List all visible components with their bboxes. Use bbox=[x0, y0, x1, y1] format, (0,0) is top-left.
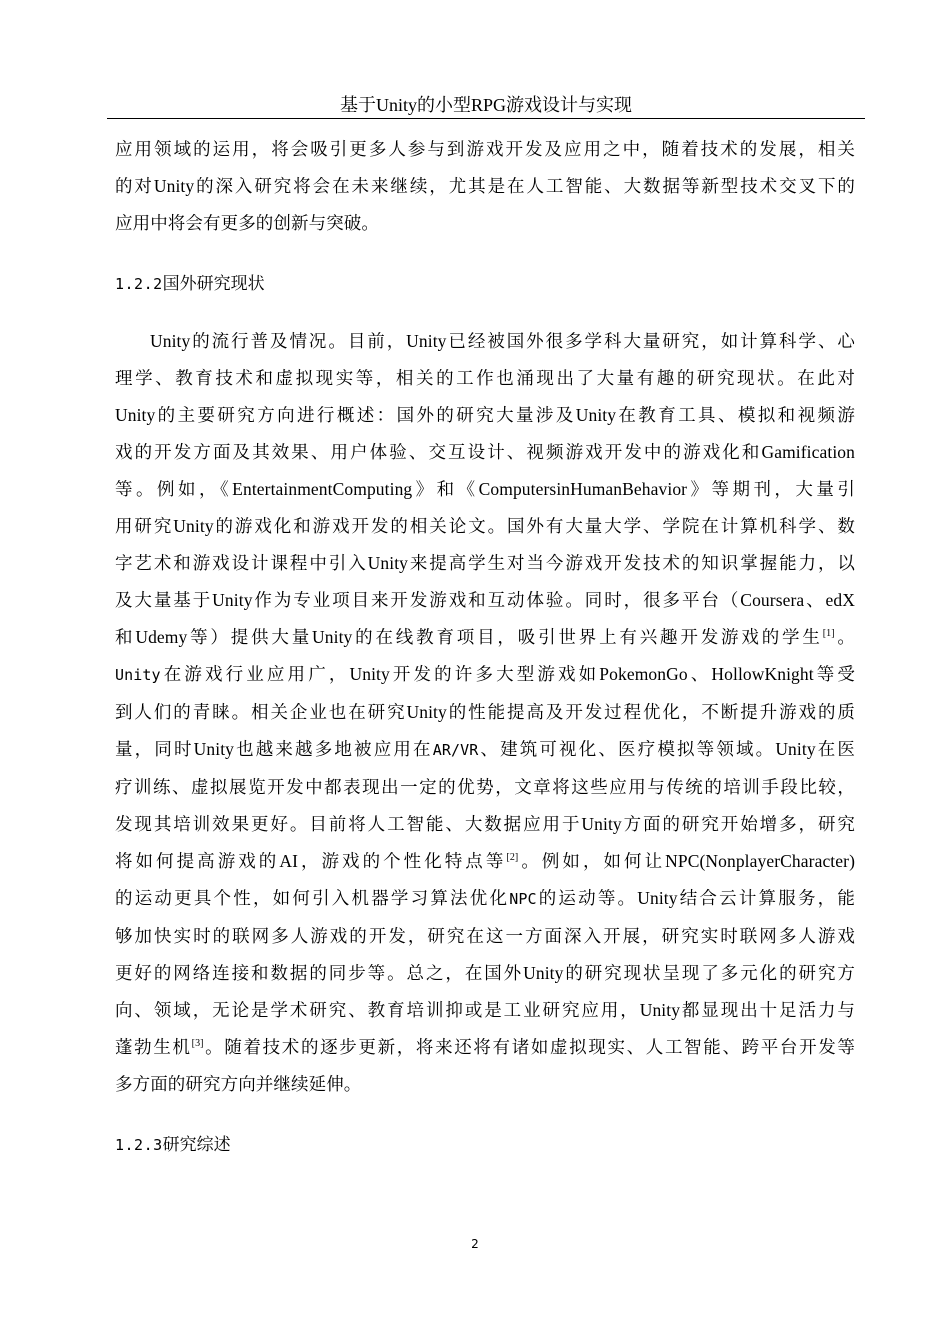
text-line: 的对Unity的深入研究将会在未来继续，尤其是在人工智能、大数据等新型技术交叉下的 bbox=[115, 176, 855, 196]
citation-2: [2] bbox=[506, 852, 519, 863]
section-heading-1-2-3 bbox=[115, 1132, 231, 1158]
text-line bbox=[115, 731, 855, 769]
header-title: 基于Unity的小型RPG游戏设计与实现 bbox=[339, 95, 632, 115]
text-run: 的运动更具个性，如何引入机器学习算法优化 bbox=[115, 888, 510, 908]
text-line: 应用领域的运用，将会吸引更多人参与到游戏开发及应用之中，随着技术的发展，相关 bbox=[115, 139, 855, 159]
intro-paragraph bbox=[115, 131, 855, 242]
text-line: 更好的网络连接和数据的同步等。总之，在国外Unity的研究现状呈现了多元化的研究方 bbox=[115, 963, 855, 983]
text-line bbox=[115, 1029, 855, 1066]
text-line: Unity的主要研究方向进行概述：国外的研究大量涉及Unity在教育工具、模拟和视频游 bbox=[115, 405, 855, 425]
text-line bbox=[115, 656, 855, 694]
text-run: 和Udemy等）提供大量Unity的在线教育项目，吸引世界上有兴趣开发游戏的学生 bbox=[115, 627, 823, 647]
text-line: 字艺术和游戏设计课程中引入Unity来提高学生对当今游戏开发技术的知识掌握能力，以 bbox=[115, 553, 855, 573]
text-line: 戏的开发方面及其效果、用户体验、交互设计、视频游戏开发中的游戏化和Gamification bbox=[115, 442, 855, 462]
section-number: 1.2.2 bbox=[115, 275, 163, 293]
section-heading-1-2-2 bbox=[115, 271, 265, 297]
text-run: 。 bbox=[834, 627, 855, 647]
text-line: 多方面的研究方向并继续延伸。 bbox=[115, 1074, 362, 1094]
text-run: 蓬勃生机 bbox=[115, 1037, 192, 1057]
text-run-mono: AR/VR bbox=[432, 741, 479, 759]
citation-1: [1] bbox=[822, 628, 835, 639]
text-line: 向、领域，无论是学术研究、教育培训抑或是工业研究应用，Unity都显现出十足活力与 bbox=[115, 1000, 855, 1020]
text-line bbox=[115, 843, 855, 880]
text-run: 、建筑可视化、医疗模拟等领域。Unity在医 bbox=[478, 739, 856, 759]
text-run: 。例如，如何让NPC(NonplayerCharacter) bbox=[518, 851, 855, 871]
main-paragraph bbox=[115, 323, 855, 1103]
text-line bbox=[115, 880, 855, 918]
text-run: 。随着技术的逐步更新，将来还将有诸如虚拟现实、人工智能、跨平台开发等 bbox=[203, 1037, 855, 1057]
text-line bbox=[115, 619, 855, 656]
text-line: 理学、教育技术和虚拟现实等，相关的工作也涌现出了大量有趣的研究现状。在此对 bbox=[115, 368, 855, 388]
text-run: 将如何提高游戏的AI，游戏的个性化特点等 bbox=[115, 851, 507, 871]
section-title: 研究综述 bbox=[162, 1135, 231, 1154]
text-line: 等。例如，《EntertainmentComputing》和《ComputersinHumanBehavior》等期刊，大量引 bbox=[115, 479, 855, 499]
page-number: 2 bbox=[471, 1237, 479, 1251]
citation-3: [3] bbox=[191, 1038, 204, 1049]
text-run-mono: Unity bbox=[115, 666, 161, 684]
text-line: 够加快实时的联网多人游戏的开发，研究在这一方面深入开展，研究实时联网多人游戏 bbox=[115, 926, 855, 946]
text-run: 在游戏行业应用广，Unity开发的许多大型游戏如PokemonGo、HollowKnight等受 bbox=[160, 664, 855, 684]
section-title: 国外研究现状 bbox=[162, 274, 265, 293]
text-line: 发现其培训效果更好。目前将人工智能、大数据应用于Unity方面的研究开始增多，研究 bbox=[115, 814, 855, 834]
text-run-mono: NPC bbox=[509, 890, 537, 908]
page-header bbox=[107, 92, 865, 119]
text-line: 用研究Unity的游戏化和游戏开发的相关论文。国外有大量大学、学院在计算机科学、数 bbox=[115, 516, 855, 536]
text-line: 疗训练、虚拟展览开发中都表现出一定的优势，文章将这些应用与传统的培训手段比较， bbox=[115, 777, 855, 797]
text-line: 应用中将会有更多的创新与突破。 bbox=[115, 213, 379, 233]
section-number: 1.2.3 bbox=[115, 1136, 163, 1154]
text-line: 及大量基于Unity作为专业项目来开发游戏和互动体验。同时，很多平台（Coursera、edX bbox=[115, 590, 855, 610]
text-line: 到人们的青睐。相关企业也在研究Unity的性能提高及开发过程优化，不断提升游戏的质 bbox=[115, 702, 855, 722]
text-line: Unity的流行普及情况。目前，Unity已经被国外很多学科大量研究，如计算科学、心 bbox=[150, 331, 855, 351]
text-run: 的运动等。Unity结合云计算服务，能 bbox=[536, 888, 855, 908]
text-run: 量，同时Unity也越来越多地被应用在 bbox=[115, 739, 433, 759]
